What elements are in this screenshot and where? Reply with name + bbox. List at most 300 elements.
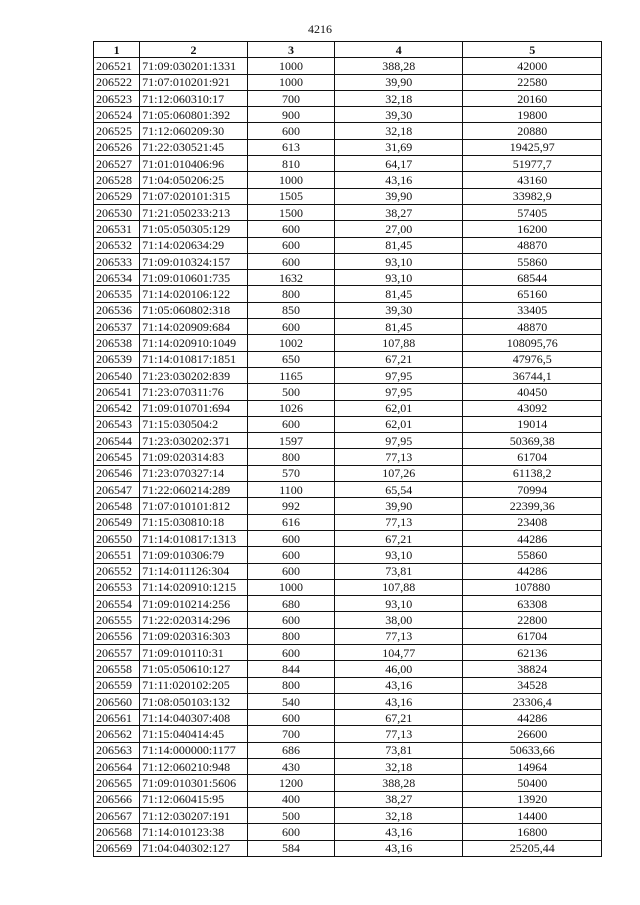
cadastral-number-cell: 71:14:011126:304: [140, 563, 248, 579]
area-cell: 600: [247, 253, 334, 269]
cadastral-number-cell: 71:09:010214:256: [140, 596, 248, 612]
value-cell: 47976,5: [463, 351, 602, 367]
table-row: [94, 547, 602, 563]
rate-cell: 93,10: [335, 547, 463, 563]
table-row: [94, 302, 602, 318]
value-cell: 40450: [463, 384, 602, 400]
cadastral-number-cell: 71:12:060310:17: [140, 90, 248, 106]
table-row: [94, 253, 602, 269]
area-cell: 584: [247, 840, 334, 856]
cadastral-number-cell: 71:05:060801:392: [140, 107, 248, 123]
table-row: [94, 628, 602, 644]
table-row: [94, 221, 602, 237]
rate-cell: 39,90: [335, 188, 463, 204]
area-cell: 1632: [247, 270, 334, 286]
rate-cell: 97,95: [335, 367, 463, 383]
table-row: [94, 384, 602, 400]
area-cell: 600: [247, 416, 334, 432]
value-cell: 48870: [463, 319, 602, 335]
value-cell: 42000: [463, 58, 602, 74]
rate-cell: 81,45: [335, 237, 463, 253]
rate-cell: 388,28: [335, 58, 463, 74]
area-cell: 500: [247, 384, 334, 400]
area-cell: 650: [247, 351, 334, 367]
area-cell: 1200: [247, 775, 334, 791]
value-cell: 19014: [463, 416, 602, 432]
cadastral-number-cell: 71:07:020101:315: [140, 188, 248, 204]
value-cell: 44286: [463, 710, 602, 726]
value-cell: 20160: [463, 90, 602, 106]
table-body: [94, 58, 602, 857]
cadastral-number-cell: 71:14:020634:29: [140, 237, 248, 253]
table-row: [94, 759, 602, 775]
row-number-cell: 206568: [94, 824, 140, 840]
row-number-cell: 206554: [94, 596, 140, 612]
row-number-cell: 206549: [94, 514, 140, 530]
row-number-cell: 206550: [94, 530, 140, 546]
value-cell: 55860: [463, 253, 602, 269]
value-cell: 33982,9: [463, 188, 602, 204]
cadastral-number-cell: 71:07:010201:921: [140, 74, 248, 90]
value-cell: 62136: [463, 644, 602, 660]
table-row: [94, 807, 602, 823]
rate-cell: 43,16: [335, 172, 463, 188]
rate-cell: 32,18: [335, 90, 463, 106]
table-row: [94, 677, 602, 693]
table-row: [94, 204, 602, 220]
value-cell: 23306,4: [463, 693, 602, 709]
rate-cell: 104,77: [335, 644, 463, 660]
area-cell: 400: [247, 791, 334, 807]
rate-cell: 77,13: [335, 628, 463, 644]
table-row: [94, 270, 602, 286]
rate-cell: 67,21: [335, 530, 463, 546]
table-header: [94, 42, 602, 58]
value-cell: 68544: [463, 270, 602, 286]
area-cell: 540: [247, 693, 334, 709]
value-cell: 57405: [463, 204, 602, 220]
row-number-cell: 206542: [94, 400, 140, 416]
area-cell: 680: [247, 596, 334, 612]
row-number-cell: 206563: [94, 742, 140, 758]
table-row: [94, 319, 602, 335]
cadastral-number-cell: 71:11:020102:205: [140, 677, 248, 693]
value-cell: 19425,97: [463, 139, 602, 155]
area-cell: 430: [247, 759, 334, 775]
row-number-cell: 206524: [94, 107, 140, 123]
rate-cell: 38,27: [335, 204, 463, 220]
table-row: [94, 139, 602, 155]
rate-cell: 67,21: [335, 710, 463, 726]
cadastral-number-cell: 71:14:040307:408: [140, 710, 248, 726]
cadastral-number-cell: 71:09:020316:303: [140, 628, 248, 644]
value-cell: 23408: [463, 514, 602, 530]
rate-cell: 39,30: [335, 107, 463, 123]
value-cell: 61704: [463, 628, 602, 644]
value-cell: 38824: [463, 661, 602, 677]
rate-cell: 77,13: [335, 726, 463, 742]
area-cell: 1165: [247, 367, 334, 383]
area-cell: 1505: [247, 188, 334, 204]
table-row: [94, 563, 602, 579]
row-number-cell: 206551: [94, 547, 140, 563]
row-number-cell: 206535: [94, 286, 140, 302]
row-number-cell: 206558: [94, 661, 140, 677]
cadastral-number-cell: 71:22:030521:45: [140, 139, 248, 155]
cadastral-number-cell: 71:22:020314:296: [140, 612, 248, 628]
cadastral-number-cell: 71:23:030202:839: [140, 367, 248, 383]
rate-cell: 38,00: [335, 612, 463, 628]
rate-cell: 73,81: [335, 563, 463, 579]
cadastral-number-cell: 71:12:060415:95: [140, 791, 248, 807]
value-cell: 22580: [463, 74, 602, 90]
area-cell: 600: [247, 563, 334, 579]
row-number-cell: 206534: [94, 270, 140, 286]
row-number-cell: 206539: [94, 351, 140, 367]
cadastral-number-cell: 71:07:010101:812: [140, 498, 248, 514]
area-cell: 800: [247, 677, 334, 693]
table-row: [94, 107, 602, 123]
cadastral-number-cell: 71:12:060209:30: [140, 123, 248, 139]
cadastral-number-cell: 71:14:010817:1851: [140, 351, 248, 367]
rate-cell: 93,10: [335, 596, 463, 612]
value-cell: 51977,7: [463, 156, 602, 172]
row-number-cell: 206536: [94, 302, 140, 318]
cadastral-number-cell: 71:14:010817:1313: [140, 530, 248, 546]
rate-cell: 65,54: [335, 482, 463, 498]
value-cell: 22399,36: [463, 498, 602, 514]
value-cell: 61704: [463, 449, 602, 465]
area-cell: 613: [247, 139, 334, 155]
value-cell: 43160: [463, 172, 602, 188]
table-row: [94, 416, 602, 432]
area-cell: 616: [247, 514, 334, 530]
rate-cell: 64,17: [335, 156, 463, 172]
row-number-cell: 206553: [94, 579, 140, 595]
value-cell: 16800: [463, 824, 602, 840]
rate-cell: 107,88: [335, 335, 463, 351]
cadastral-number-cell: 71:15:040414:45: [140, 726, 248, 742]
table-row: [94, 693, 602, 709]
value-cell: 63308: [463, 596, 602, 612]
area-cell: 1500: [247, 204, 334, 220]
value-cell: 61138,2: [463, 465, 602, 481]
cadastral-number-cell: 71:15:030810:18: [140, 514, 248, 530]
row-number-cell: 206555: [94, 612, 140, 628]
row-number-cell: 206567: [94, 807, 140, 823]
row-number-cell: 206537: [94, 319, 140, 335]
cadastral-number-cell: 71:12:060210:948: [140, 759, 248, 775]
row-number-cell: 206565: [94, 775, 140, 791]
area-cell: 1026: [247, 400, 334, 416]
column-header-2: 2: [140, 42, 248, 58]
area-cell: 600: [247, 530, 334, 546]
row-number-cell: 206560: [94, 693, 140, 709]
value-cell: 65160: [463, 286, 602, 302]
rate-cell: 43,16: [335, 824, 463, 840]
area-cell: 1002: [247, 335, 334, 351]
value-cell: 55860: [463, 547, 602, 563]
area-cell: 800: [247, 286, 334, 302]
area-cell: 500: [247, 807, 334, 823]
table-row: [94, 286, 602, 302]
rate-cell: 81,45: [335, 286, 463, 302]
cadastral-number-cell: 71:04:050206:25: [140, 172, 248, 188]
rate-cell: 39,90: [335, 74, 463, 90]
rate-cell: 77,13: [335, 514, 463, 530]
rate-cell: 32,18: [335, 123, 463, 139]
value-cell: 19800: [463, 107, 602, 123]
value-cell: 50400: [463, 775, 602, 791]
column-header-4: 4: [335, 42, 463, 58]
value-cell: 26600: [463, 726, 602, 742]
area-cell: 600: [247, 612, 334, 628]
table-row: [94, 449, 602, 465]
page-number: 4216: [308, 22, 332, 36]
table-row: [94, 612, 602, 628]
value-cell: 108095,76: [463, 335, 602, 351]
cadastral-number-cell: 71:09:010701:694: [140, 400, 248, 416]
cadastral-number-cell: 71:09:010110:31: [140, 644, 248, 660]
row-number-cell: 206557: [94, 644, 140, 660]
column-header-5: 5: [463, 42, 602, 58]
header-row: [94, 42, 602, 58]
table-row: [94, 90, 602, 106]
table-row: [94, 367, 602, 383]
area-cell: 800: [247, 449, 334, 465]
row-number-cell: 206564: [94, 759, 140, 775]
rate-cell: 43,16: [335, 677, 463, 693]
table-row: [94, 530, 602, 546]
table-row: [94, 123, 602, 139]
row-number-cell: 206559: [94, 677, 140, 693]
row-number-cell: 206561: [94, 710, 140, 726]
area-cell: 600: [247, 710, 334, 726]
cadastral-number-cell: 71:15:030504:2: [140, 416, 248, 432]
cadastral-number-cell: 71:09:030201:1331: [140, 58, 248, 74]
area-cell: 570: [247, 465, 334, 481]
row-number-cell: 206547: [94, 482, 140, 498]
column-header-3: 3: [247, 42, 334, 58]
area-cell: 600: [247, 237, 334, 253]
table-row: [94, 188, 602, 204]
row-number-cell: 206544: [94, 433, 140, 449]
row-number-cell: 206532: [94, 237, 140, 253]
rate-cell: 62,01: [335, 416, 463, 432]
row-number-cell: 206538: [94, 335, 140, 351]
table-row: [94, 351, 602, 367]
value-cell: 70994: [463, 482, 602, 498]
table-row: [94, 775, 602, 791]
row-number-cell: 206566: [94, 791, 140, 807]
rate-cell: 93,10: [335, 270, 463, 286]
row-number-cell: 206521: [94, 58, 140, 74]
rate-cell: 77,13: [335, 449, 463, 465]
table-row: [94, 742, 602, 758]
rate-cell: 73,81: [335, 742, 463, 758]
area-cell: 686: [247, 742, 334, 758]
row-number-cell: 206533: [94, 253, 140, 269]
value-cell: 14964: [463, 759, 602, 775]
row-number-cell: 206526: [94, 139, 140, 155]
rate-cell: 97,95: [335, 433, 463, 449]
value-cell: 107880: [463, 579, 602, 595]
value-cell: 13920: [463, 791, 602, 807]
value-cell: 25205,44: [463, 840, 602, 856]
rate-cell: 46,00: [335, 661, 463, 677]
rate-cell: 43,16: [335, 840, 463, 856]
area-cell: 700: [247, 90, 334, 106]
row-number-cell: 206528: [94, 172, 140, 188]
cadastral-number-cell: 71:05:060802:318: [140, 302, 248, 318]
table-row: [94, 579, 602, 595]
cadastral-number-cell: 71:05:050610:127: [140, 661, 248, 677]
row-number-cell: 206552: [94, 563, 140, 579]
area-cell: 810: [247, 156, 334, 172]
rate-cell: 27,00: [335, 221, 463, 237]
area-cell: 1597: [247, 433, 334, 449]
value-cell: 16200: [463, 221, 602, 237]
rate-cell: 31,69: [335, 139, 463, 155]
rate-cell: 388,28: [335, 775, 463, 791]
value-cell: 22800: [463, 612, 602, 628]
area-cell: 1000: [247, 74, 334, 90]
value-cell: 50369,38: [463, 433, 602, 449]
area-cell: 700: [247, 726, 334, 742]
table-row: [94, 644, 602, 660]
table-row: [94, 465, 602, 481]
area-cell: 1000: [247, 172, 334, 188]
cadastral-number-cell: 71:09:010306:79: [140, 547, 248, 563]
cadastral-number-cell: 71:09:010324:157: [140, 253, 248, 269]
table-row: [94, 824, 602, 840]
row-number-cell: 206529: [94, 188, 140, 204]
rate-cell: 39,90: [335, 498, 463, 514]
value-cell: 34528: [463, 677, 602, 693]
table-row: [94, 498, 602, 514]
row-number-cell: 206569: [94, 840, 140, 856]
table-row: [94, 400, 602, 416]
column-header-1: 1: [94, 42, 140, 58]
cadastral-number-cell: 71:21:050233:213: [140, 204, 248, 220]
area-cell: 850: [247, 302, 334, 318]
row-number-cell: 206523: [94, 90, 140, 106]
cadastral-number-cell: 71:12:030207:191: [140, 807, 248, 823]
row-number-cell: 206548: [94, 498, 140, 514]
table-row: [94, 433, 602, 449]
area-cell: 600: [247, 644, 334, 660]
table-row: [94, 482, 602, 498]
table-row: [94, 840, 602, 856]
value-cell: 36744,1: [463, 367, 602, 383]
table-row: [94, 514, 602, 530]
row-number-cell: 206540: [94, 367, 140, 383]
row-number-cell: 206562: [94, 726, 140, 742]
value-cell: 33405: [463, 302, 602, 318]
table-row: [94, 791, 602, 807]
area-cell: 900: [247, 107, 334, 123]
area-cell: 600: [247, 547, 334, 563]
value-cell: 20880: [463, 123, 602, 139]
cadastral-number-cell: 71:09:020314:83: [140, 449, 248, 465]
area-cell: 600: [247, 123, 334, 139]
table-row: [94, 237, 602, 253]
rate-cell: 39,30: [335, 302, 463, 318]
value-cell: 44286: [463, 563, 602, 579]
rate-cell: 43,16: [335, 693, 463, 709]
area-cell: 844: [247, 661, 334, 677]
table-row: [94, 596, 602, 612]
table-row: [94, 74, 602, 90]
row-number-cell: 206541: [94, 384, 140, 400]
cadastral-number-cell: 71:08:050103:132: [140, 693, 248, 709]
rate-cell: 97,95: [335, 384, 463, 400]
area-cell: 600: [247, 221, 334, 237]
rate-cell: 107,88: [335, 579, 463, 595]
rate-cell: 107,26: [335, 465, 463, 481]
value-cell: 43092: [463, 400, 602, 416]
cadastral-number-cell: 71:23:030202:371: [140, 433, 248, 449]
row-number-cell: 206530: [94, 204, 140, 220]
area-cell: 1000: [247, 579, 334, 595]
cadastral-number-cell: 71:23:070327:14: [140, 465, 248, 481]
table-row: [94, 726, 602, 742]
rate-cell: 32,18: [335, 807, 463, 823]
rate-cell: 67,21: [335, 351, 463, 367]
row-number-cell: 206546: [94, 465, 140, 481]
row-number-cell: 206556: [94, 628, 140, 644]
area-cell: 1100: [247, 482, 334, 498]
area-cell: 992: [247, 498, 334, 514]
table-row: [94, 172, 602, 188]
value-cell: 48870: [463, 237, 602, 253]
cadastral-number-cell: 71:14:000000:1177: [140, 742, 248, 758]
row-number-cell: 206531: [94, 221, 140, 237]
cadastral-number-cell: 71:14:010123:38: [140, 824, 248, 840]
cadastral-number-cell: 71:04:040302:127: [140, 840, 248, 856]
row-number-cell: 206522: [94, 74, 140, 90]
cadastral-number-cell: 71:23:070311:76: [140, 384, 248, 400]
cadastral-number-cell: 71:14:020910:1215: [140, 579, 248, 595]
table-row: [94, 710, 602, 726]
area-cell: 600: [247, 824, 334, 840]
cadastral-number-cell: 71:01:010406:96: [140, 156, 248, 172]
value-cell: 14400: [463, 807, 602, 823]
table-row: [94, 58, 602, 74]
value-cell: 50633,66: [463, 742, 602, 758]
cadastral-number-cell: 71:05:050305:129: [140, 221, 248, 237]
table-row: [94, 156, 602, 172]
cadastral-number-cell: 71:14:020106:122: [140, 286, 248, 302]
value-cell: 44286: [463, 530, 602, 546]
table-row: [94, 335, 602, 351]
rate-cell: 93,10: [335, 253, 463, 269]
data-table: [93, 41, 602, 857]
row-number-cell: 206543: [94, 416, 140, 432]
area-cell: 600: [247, 319, 334, 335]
rate-cell: 32,18: [335, 759, 463, 775]
area-cell: 1000: [247, 58, 334, 74]
cadastral-number-cell: 71:14:020909:684: [140, 319, 248, 335]
row-number-cell: 206545: [94, 449, 140, 465]
table-row: [94, 661, 602, 677]
row-number-cell: 206527: [94, 156, 140, 172]
rate-cell: 38,27: [335, 791, 463, 807]
cadastral-number-cell: 71:22:060214:289: [140, 482, 248, 498]
area-cell: 800: [247, 628, 334, 644]
row-number-cell: 206525: [94, 123, 140, 139]
rate-cell: 81,45: [335, 319, 463, 335]
